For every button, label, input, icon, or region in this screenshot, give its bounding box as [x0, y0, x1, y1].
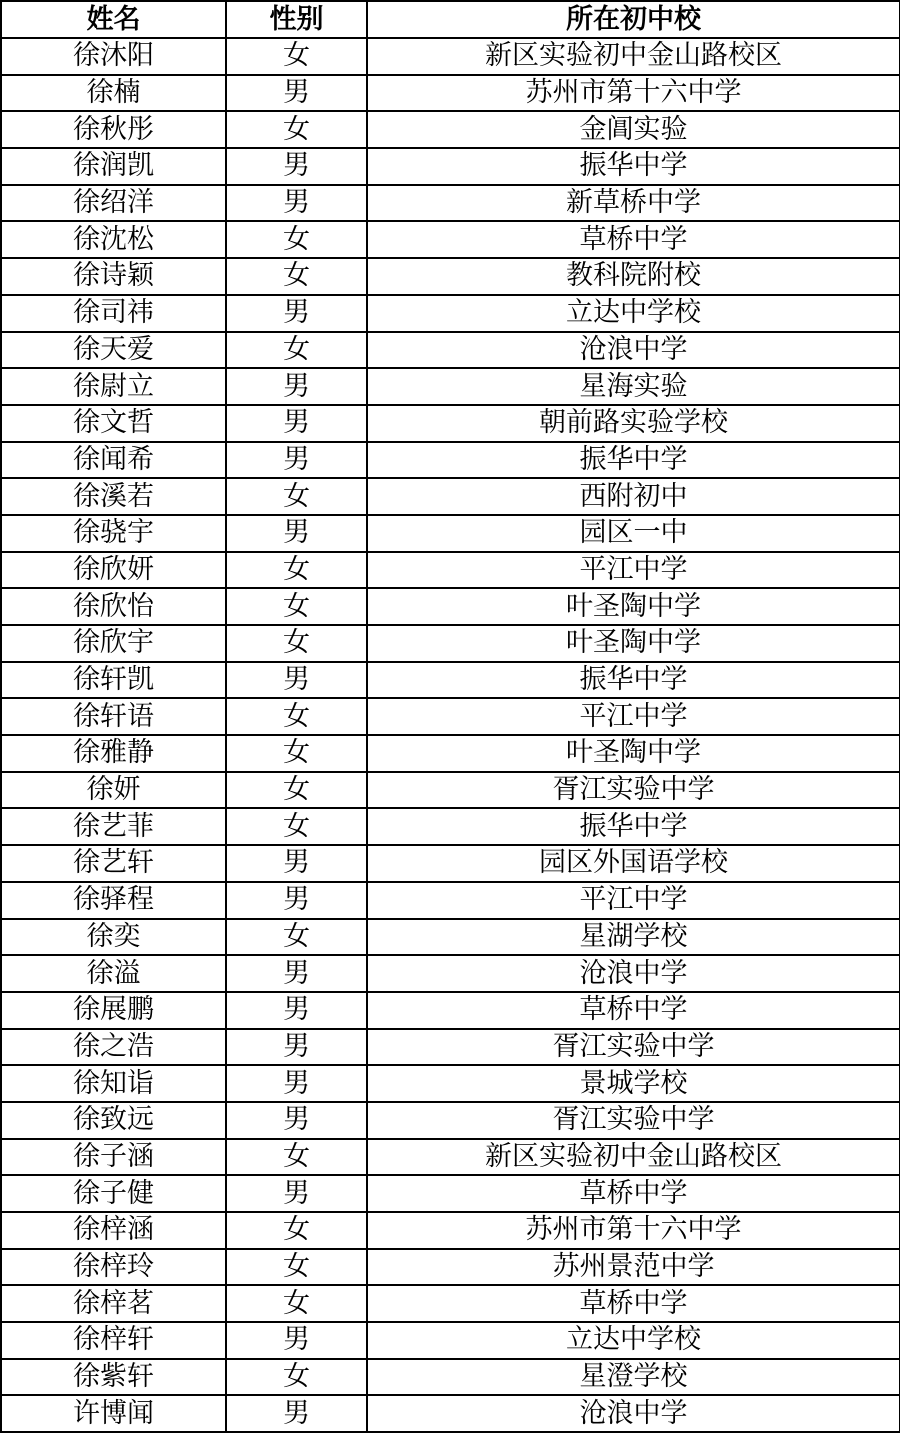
- cell-name: 徐妍: [1, 772, 226, 809]
- cell-gender: 男: [226, 1029, 367, 1066]
- cell-gender: 女: [226, 772, 367, 809]
- cell-name: 徐欣妍: [1, 552, 226, 589]
- table-row: [1, 295, 900, 332]
- table-row: [1, 552, 900, 589]
- header-row: [1, 1, 900, 38]
- table-row: [1, 185, 900, 222]
- cell-gender: 女: [226, 1285, 367, 1322]
- header-name: 姓名: [1, 1, 226, 38]
- cell-gender: 男: [226, 1395, 367, 1432]
- cell-school: 沧浪中学: [367, 1395, 900, 1432]
- cell-school: 朝前路实验学校: [367, 405, 900, 442]
- table-row: [1, 662, 900, 699]
- cell-gender: 男: [226, 1322, 367, 1359]
- cell-name: 徐文哲: [1, 405, 226, 442]
- table-row: [1, 992, 900, 1029]
- cell-gender: 男: [226, 295, 367, 332]
- cell-school: 草桥中学: [367, 221, 900, 258]
- table-row: [1, 1102, 900, 1139]
- cell-school: 星湖学校: [367, 919, 900, 956]
- table-row: [1, 955, 900, 992]
- cell-name: 徐润凯: [1, 148, 226, 185]
- cell-name: 徐驿程: [1, 882, 226, 919]
- table-row: [1, 38, 900, 75]
- cell-school: 新区实验初中金山路校区: [367, 1139, 900, 1176]
- cell-name: 徐之浩: [1, 1029, 226, 1066]
- cell-school: 景城学校: [367, 1065, 900, 1102]
- cell-name: 徐司祎: [1, 295, 226, 332]
- table-row: [1, 1212, 900, 1249]
- cell-school: 立达中学校: [367, 1322, 900, 1359]
- cell-gender: 女: [226, 258, 367, 295]
- cell-school: 苏州景范中学: [367, 1249, 900, 1286]
- cell-school: 平江中学: [367, 552, 900, 589]
- cell-gender: 男: [226, 992, 367, 1029]
- cell-name: 徐艺菲: [1, 808, 226, 845]
- header-gender: 性别: [226, 1, 367, 38]
- cell-name: 徐知诣: [1, 1065, 226, 1102]
- table-row: [1, 1359, 900, 1396]
- table-row: [1, 1395, 900, 1432]
- cell-gender: 男: [226, 148, 367, 185]
- table-row: [1, 735, 900, 772]
- cell-school: 苏州市第十六中学: [367, 75, 900, 112]
- cell-name: 徐紫轩: [1, 1359, 226, 1396]
- cell-gender: 女: [226, 111, 367, 148]
- cell-school: 叶圣陶中学: [367, 735, 900, 772]
- table-row: [1, 1322, 900, 1359]
- cell-gender: 男: [226, 515, 367, 552]
- table-row: [1, 258, 900, 295]
- cell-gender: 男: [226, 845, 367, 882]
- cell-gender: 女: [226, 735, 367, 772]
- cell-name: 徐梓轩: [1, 1322, 226, 1359]
- table-row: [1, 698, 900, 735]
- cell-school: 胥江实验中学: [367, 1102, 900, 1139]
- cell-name: 徐艺轩: [1, 845, 226, 882]
- cell-name: 徐欣怡: [1, 588, 226, 625]
- table-row: [1, 808, 900, 845]
- table-row: [1, 368, 900, 405]
- cell-name: 徐天爱: [1, 332, 226, 369]
- cell-school: 振华中学: [367, 442, 900, 479]
- cell-gender: 女: [226, 1249, 367, 1286]
- table-row: [1, 111, 900, 148]
- table-row: [1, 919, 900, 956]
- cell-gender: 男: [226, 882, 367, 919]
- cell-school: 新区实验初中金山路校区: [367, 38, 900, 75]
- table-row: [1, 1285, 900, 1322]
- cell-name: 徐楠: [1, 75, 226, 112]
- cell-gender: 男: [226, 955, 367, 992]
- table-row: [1, 772, 900, 809]
- cell-school: 胥江实验中学: [367, 1029, 900, 1066]
- cell-gender: 男: [226, 405, 367, 442]
- table-row: [1, 332, 900, 369]
- cell-name: 徐沈松: [1, 221, 226, 258]
- table-row: [1, 75, 900, 112]
- cell-gender: 男: [226, 368, 367, 405]
- cell-name: 徐轩凯: [1, 662, 226, 699]
- cell-name: 徐溢: [1, 955, 226, 992]
- cell-school: 园区外国语学校: [367, 845, 900, 882]
- cell-school: 金阊实验: [367, 111, 900, 148]
- cell-school: 园区一中: [367, 515, 900, 552]
- cell-school: 苏州市第十六中学: [367, 1212, 900, 1249]
- cell-gender: 女: [226, 808, 367, 845]
- cell-school: 振华中学: [367, 808, 900, 845]
- table-row: [1, 588, 900, 625]
- header-school: 所在初中校: [367, 1, 900, 38]
- cell-school: 振华中学: [367, 148, 900, 185]
- cell-name: 徐奕: [1, 919, 226, 956]
- table-row: [1, 478, 900, 515]
- cell-school: 振华中学: [367, 662, 900, 699]
- cell-gender: 女: [226, 221, 367, 258]
- cell-school: 胥江实验中学: [367, 772, 900, 809]
- cell-school: 平江中学: [367, 882, 900, 919]
- cell-school: 西附初中: [367, 478, 900, 515]
- table-row: [1, 845, 900, 882]
- cell-name: 徐梓涵: [1, 1212, 226, 1249]
- cell-name: 许博闻: [1, 1395, 226, 1432]
- cell-name: 徐欣宇: [1, 625, 226, 662]
- cell-school: 叶圣陶中学: [367, 625, 900, 662]
- cell-gender: 女: [226, 552, 367, 589]
- cell-gender: 女: [226, 919, 367, 956]
- table-row: [1, 221, 900, 258]
- cell-gender: 男: [226, 185, 367, 222]
- table-body: [1, 38, 900, 1432]
- cell-school: 叶圣陶中学: [367, 588, 900, 625]
- cell-school: 沧浪中学: [367, 955, 900, 992]
- cell-name: 徐尉立: [1, 368, 226, 405]
- cell-gender: 女: [226, 1359, 367, 1396]
- table-row: [1, 1065, 900, 1102]
- cell-gender: 女: [226, 478, 367, 515]
- table-row: [1, 882, 900, 919]
- cell-gender: 男: [226, 1175, 367, 1212]
- cell-gender: 女: [226, 332, 367, 369]
- table-row: [1, 1175, 900, 1212]
- cell-name: 徐子涵: [1, 1139, 226, 1176]
- cell-name: 徐致远: [1, 1102, 226, 1139]
- cell-gender: 男: [226, 442, 367, 479]
- cell-gender: 女: [226, 698, 367, 735]
- cell-name: 徐展鹏: [1, 992, 226, 1029]
- cell-gender: 男: [226, 1065, 367, 1102]
- cell-name: 徐子健: [1, 1175, 226, 1212]
- cell-gender: 男: [226, 1102, 367, 1139]
- cell-name: 徐秋彤: [1, 111, 226, 148]
- cell-name: 徐沐阳: [1, 38, 226, 75]
- cell-school: 草桥中学: [367, 992, 900, 1029]
- cell-name: 徐轩语: [1, 698, 226, 735]
- cell-gender: 男: [226, 662, 367, 699]
- table-row: [1, 442, 900, 479]
- cell-name: 徐梓玲: [1, 1249, 226, 1286]
- cell-school: 新草桥中学: [367, 185, 900, 222]
- cell-gender: 女: [226, 588, 367, 625]
- cell-gender: 女: [226, 1139, 367, 1176]
- cell-school: 草桥中学: [367, 1285, 900, 1322]
- cell-name: 徐雅静: [1, 735, 226, 772]
- cell-name: 徐闻希: [1, 442, 226, 479]
- table-row: [1, 1249, 900, 1286]
- table-row: [1, 515, 900, 552]
- cell-school: 沧浪中学: [367, 332, 900, 369]
- table-row: [1, 1139, 900, 1176]
- table-row: [1, 1029, 900, 1066]
- cell-gender: 女: [226, 1212, 367, 1249]
- table-row: [1, 625, 900, 662]
- cell-school: 星澄学校: [367, 1359, 900, 1396]
- table-row: [1, 148, 900, 185]
- cell-school: 星海实验: [367, 368, 900, 405]
- cell-name: 徐溪若: [1, 478, 226, 515]
- cell-gender: 女: [226, 38, 367, 75]
- cell-name: 徐绍洋: [1, 185, 226, 222]
- cell-name: 徐骁宇: [1, 515, 226, 552]
- cell-name: 徐梓茗: [1, 1285, 226, 1322]
- cell-gender: 男: [226, 75, 367, 112]
- cell-school: 平江中学: [367, 698, 900, 735]
- cell-school: 草桥中学: [367, 1175, 900, 1212]
- cell-gender: 女: [226, 625, 367, 662]
- table-row: [1, 405, 900, 442]
- cell-name: 徐诗颖: [1, 258, 226, 295]
- cell-school: 教科院附校: [367, 258, 900, 295]
- cell-school: 立达中学校: [367, 295, 900, 332]
